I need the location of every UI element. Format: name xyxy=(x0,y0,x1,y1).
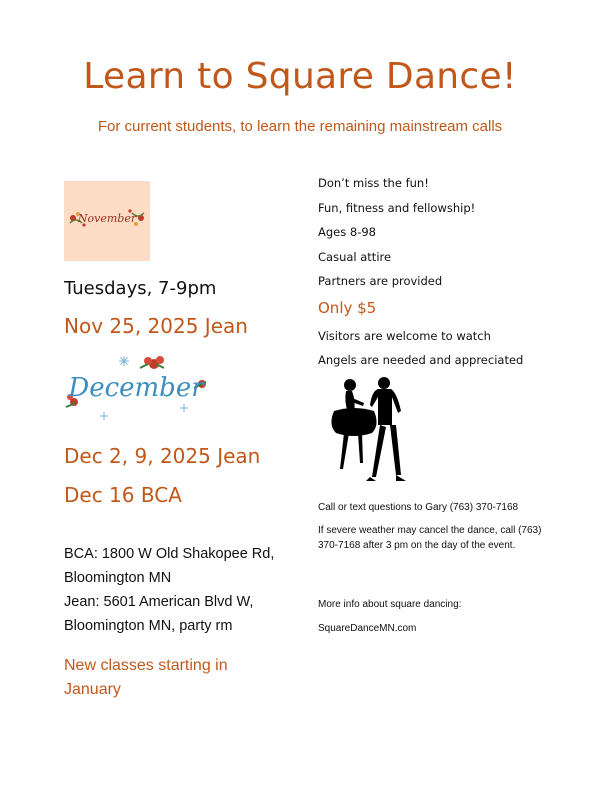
november-label: November xyxy=(77,212,137,225)
contact-call: Call or text questions to Gary (763) 370-7168 xyxy=(318,502,519,513)
december-16-date: Dec 16 BCA xyxy=(64,483,182,507)
december-image xyxy=(64,352,214,422)
november-date: Nov 25, 2025 Jean xyxy=(64,314,248,338)
december-dates: Dec 2, 9, 2025 Jean xyxy=(64,444,261,468)
dancers-silhouette-icon xyxy=(326,375,410,491)
page-subtitle: For current students, to learn the remaining mainstream calls xyxy=(97,118,503,135)
page-title: Learn to Square Dance! xyxy=(83,56,517,97)
fact-item: Don’t miss the fun! xyxy=(318,176,429,190)
december-label: December xyxy=(68,373,204,403)
website-link[interactable]: SquareDanceMN.com xyxy=(318,623,417,634)
new-classes-line2: January xyxy=(64,681,121,698)
fact-item: Visitors are welcome to watch xyxy=(318,329,491,343)
fact-item: Ages 8-98 xyxy=(318,225,376,239)
more-info-label: More info about square dancing: xyxy=(318,599,462,610)
jean-address-line1: Jean: 5601 American Blvd W, xyxy=(64,594,254,610)
jean-address-line2: Bloomington MN, party rm xyxy=(64,618,233,634)
bca-address-line2: Bloomington MN xyxy=(64,570,172,586)
fact-item: Angels are needed and appreciated xyxy=(318,353,524,367)
day-time: Tuesdays, 7-9pm xyxy=(64,278,217,299)
new-classes-line1: New classes starting in xyxy=(64,657,228,674)
bca-address-line1: BCA: 1800 W Old Shakopee Rd, xyxy=(64,546,275,562)
addresses xyxy=(64,542,294,638)
fact-item: Fun, fitness and fellowship! xyxy=(318,201,476,215)
fact-item: Casual attire xyxy=(318,250,392,264)
weather-note: If severe weather may cancel the dance, call (763) 370-7168 after 3 pm on the day of the event. xyxy=(318,525,542,551)
november-image xyxy=(64,181,150,261)
price: Only $5 xyxy=(318,299,377,317)
fact-item: Partners are provided xyxy=(318,274,443,288)
new-classes-note xyxy=(64,654,274,702)
